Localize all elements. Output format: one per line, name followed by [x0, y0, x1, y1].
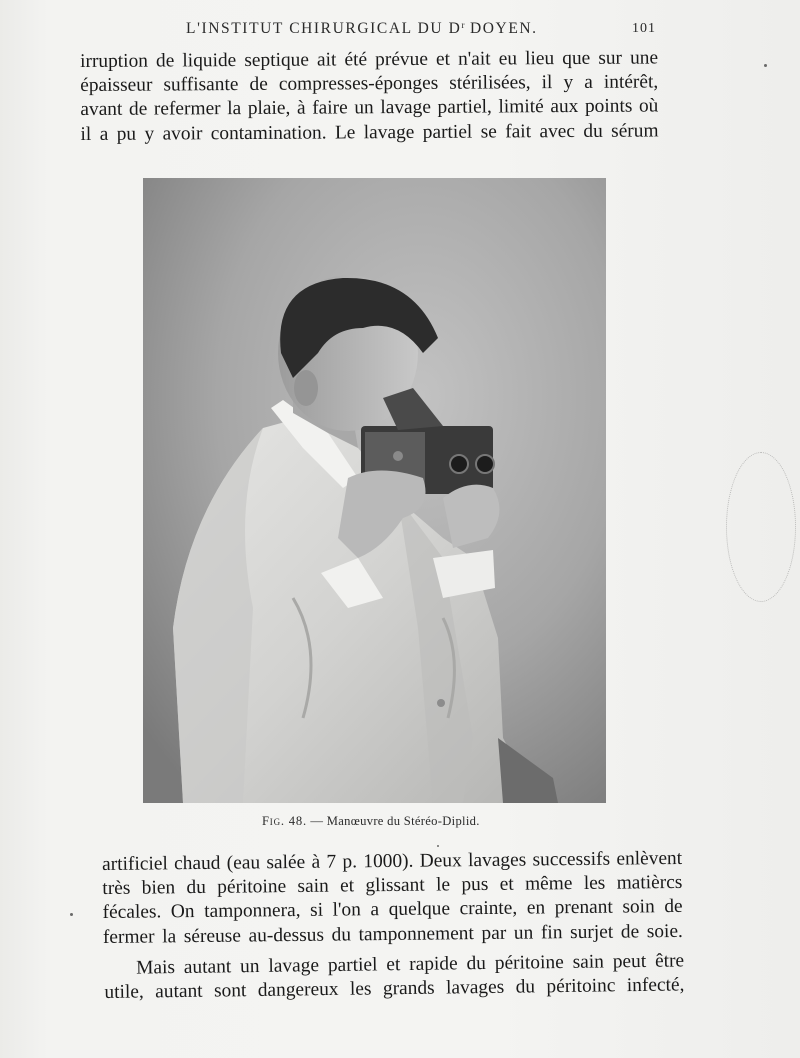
text-line: il a pu y avoir contamination. Le lavage partiel se fait avec du sérum: [80, 120, 659, 145]
text-line: fécales. On tamponnera, si l'on a quelque crainte, en prenant soin de: [102, 896, 683, 924]
text-line: fermer la séreuse au-dessus du tamponnement par un fin surjet de soie.: [102, 920, 683, 948]
text-line: très bien du péritoine sain et glissant le pus et même les matièrcs: [102, 872, 683, 900]
text-line: Mais autant un lavage partiel et rapide du péritoine sain peut être: [136, 950, 685, 979]
text-line: avant de refermer la plaie, à faire un lavage partiel, limité aux points où: [80, 95, 659, 121]
text-line: épaisseur suffisante de compresses-éponges stérilisées, il y a intérêt,: [80, 71, 659, 97]
figure-label: Fig. 48.: [262, 814, 307, 828]
figure-photograph: [143, 178, 606, 803]
running-title: [186, 20, 538, 38]
ear: [294, 370, 318, 406]
paragraph-top: [80, 46, 659, 146]
running-title-superscript: r: [461, 20, 465, 30]
text-line: utile, autant sont dangereux les grands lavages du péritoinc infecté,: [104, 974, 685, 1004]
camera-right-lens: [476, 455, 494, 473]
paper-speck: [70, 913, 73, 916]
figure-caption: [262, 814, 562, 829]
coat-button: [437, 699, 445, 707]
photograph-man-with-stereo-camera: [143, 178, 606, 803]
paragraph-bottom-1: [102, 847, 683, 950]
running-head: [0, 20, 800, 42]
running-title-end: DOYEN.: [464, 20, 538, 37]
text-line: irruption de liquide septique ait été prévue et n'ait eu lieu que sur une: [80, 47, 659, 72]
text-line: artificiel chaud (eau salée à 7 p. 1000). Deux lavages successifs enlèvent: [102, 847, 683, 875]
paper-speck: [437, 845, 439, 847]
paragraph-bottom-2: [104, 949, 685, 1005]
page-number: 101: [632, 21, 656, 36]
camera-knob: [393, 451, 403, 461]
faint-stamp-mark: [726, 452, 796, 602]
figure-caption-text: — Manœuvre du Stéréo-Diplid.: [306, 814, 480, 828]
camera-left-lens: [450, 455, 468, 473]
running-title-text: L'INSTITUT CHIRURGICAL DU D: [186, 20, 462, 37]
paper-speck: [764, 64, 767, 67]
